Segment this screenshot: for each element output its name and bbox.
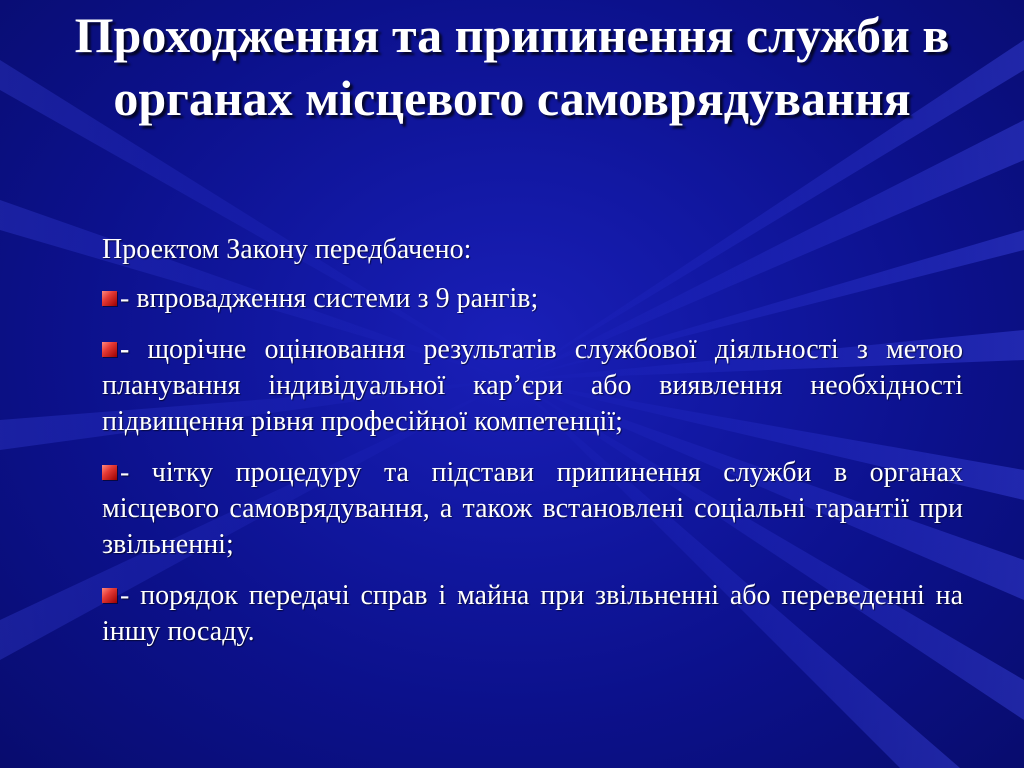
list-item (102, 455, 963, 563)
item-text: порядок передачі справ і майна при звільненні або переведенні на іншу посаду. (102, 580, 963, 647)
intro-text: Проектом Закону передбачено: (102, 234, 472, 265)
slide-title: Проходження та припинення служби в органах місцевого самоврядування (74, 7, 950, 126)
list-item (102, 281, 963, 317)
square-bullet-icon (102, 588, 117, 603)
item-text: чітку процедуру та підстави припинення служби в органах місцевого самоврядування, а також встановлені соціальні гарантії при звільненні; (102, 457, 963, 560)
list-item (102, 578, 963, 650)
item-dash: - (120, 283, 130, 314)
square-bullet-icon (102, 465, 117, 480)
square-bullet-icon (102, 342, 117, 357)
item-dash: - (120, 334, 130, 365)
square-bullet-icon (102, 291, 117, 306)
list-item (102, 332, 963, 440)
item-dash: - (120, 580, 130, 611)
item-text: впровадження системи з 9 рангів; (129, 283, 539, 314)
item-text: щорічне оцінювання результатів службової діяльності з метою планування індивідуальної кар’єри або виявлення необхідності підвищення рівня професійної компетенції; (102, 334, 963, 437)
item-dash: - (120, 457, 130, 488)
slide-body (102, 232, 963, 665)
